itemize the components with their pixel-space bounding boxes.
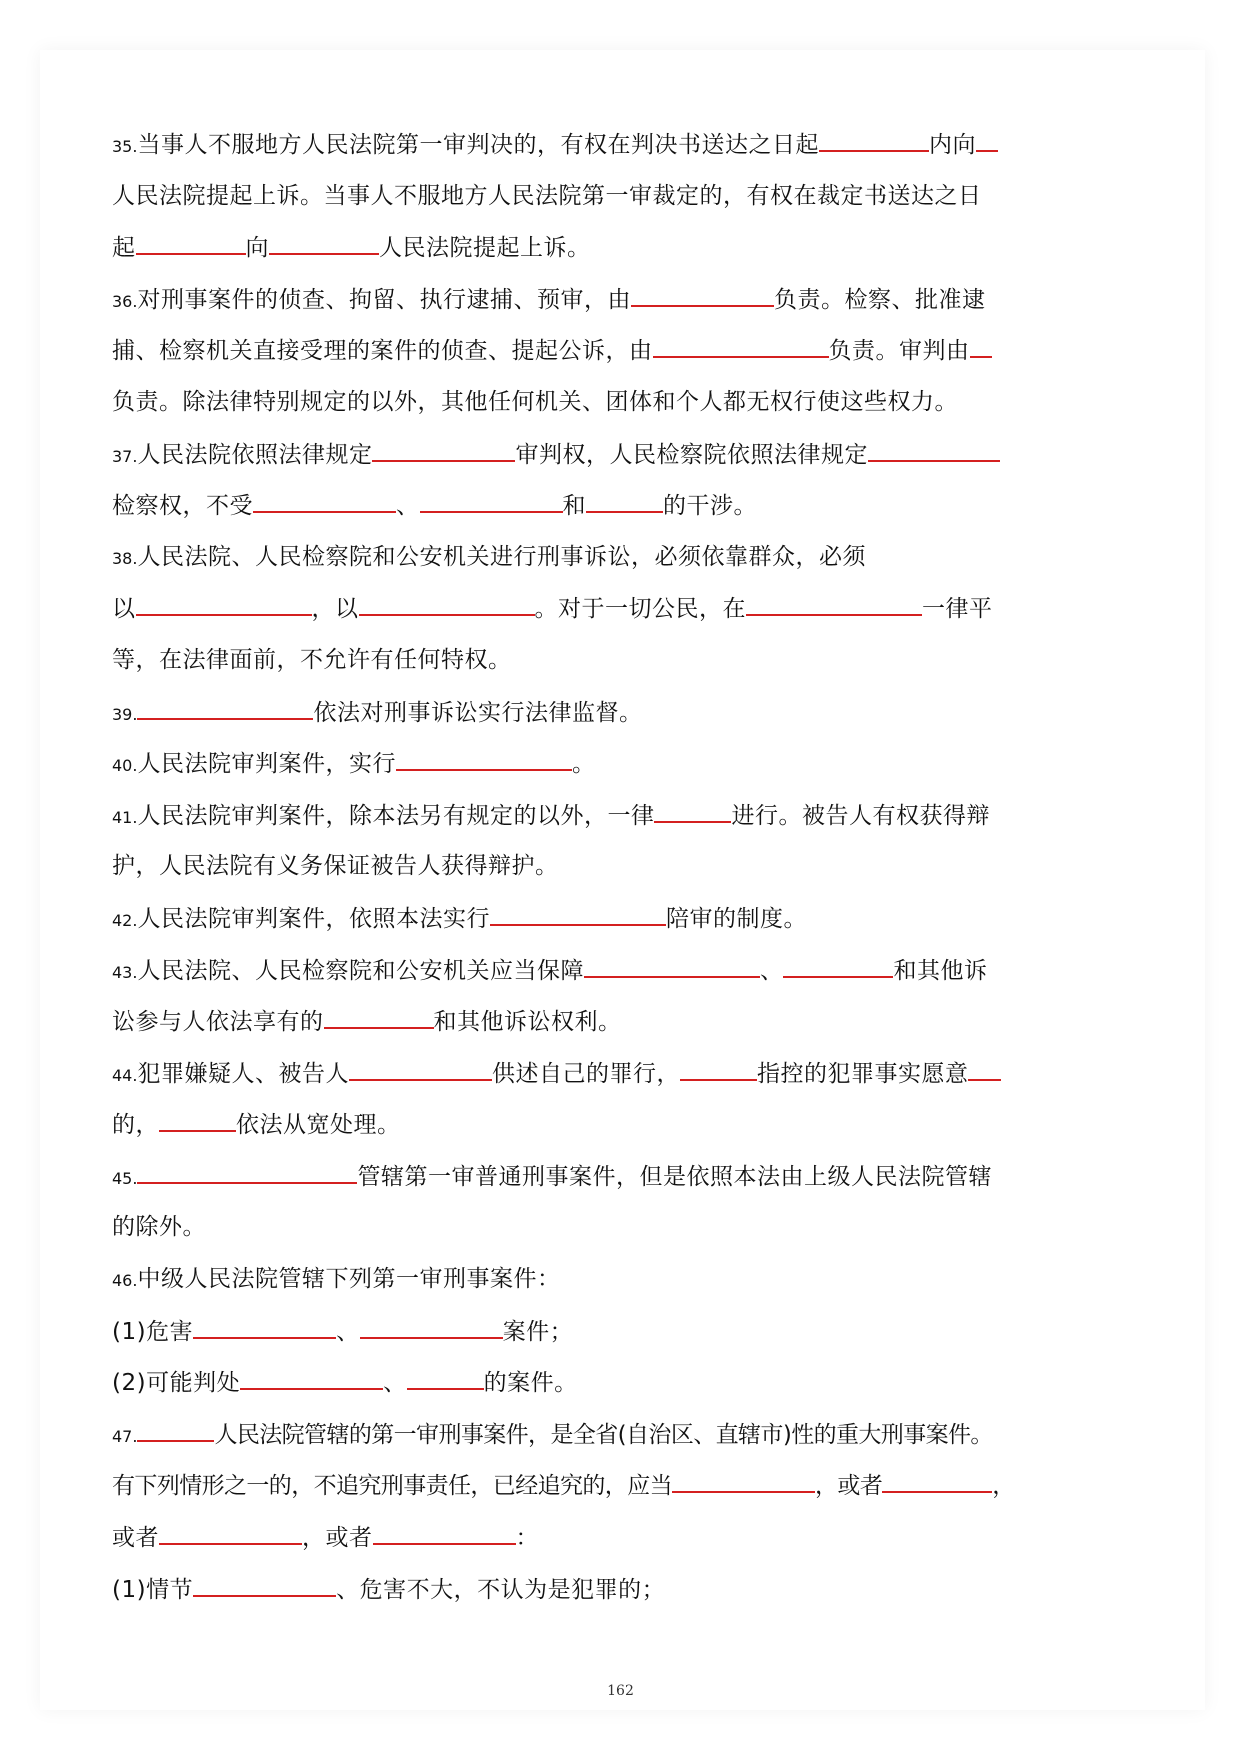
- text-line: [112, 954, 1132, 1006]
- question-text: 的，: [112, 1112, 159, 1139]
- text-line: [112, 644, 1132, 696]
- question-text: 有下列情形之一的，不追究刑事责任，已经追究的，应当: [112, 1473, 673, 1500]
- question-text: 等，在法律面前，不允许有任何特权。: [112, 646, 512, 673]
- text-line: [112, 1263, 1132, 1315]
- question-text: 人民法院依照法律规定: [137, 441, 373, 468]
- question-number: 40.: [112, 756, 138, 776]
- question-text: 的除外。: [112, 1214, 206, 1241]
- question-text: 人民法院审判案件，除本法另有规定的以外，一律: [137, 802, 655, 829]
- text-line: [112, 747, 1132, 799]
- fill-in-blank: [359, 592, 535, 616]
- fill-in-blank: [654, 799, 731, 823]
- question-text: 审判权，人民检察院依照法律规定: [515, 441, 868, 468]
- question-text: (2)可能判处: [112, 1370, 241, 1397]
- question-text: 人民法院、人民检察院和公安机关进行刑事诉讼，必须依靠群众，必须: [137, 543, 866, 570]
- question-text: 案件；: [502, 1318, 574, 1345]
- question-text: 的案件。: [483, 1370, 578, 1397]
- fill-in-blank: [137, 1418, 214, 1442]
- question-text: 依法从宽处理。: [236, 1112, 401, 1139]
- question-text: 以: [112, 596, 136, 623]
- question-text: 犯罪嫌疑人、被告人: [137, 1060, 349, 1087]
- text-line: [112, 231, 1132, 283]
- question-list: [112, 128, 1132, 1624]
- question-text: 进行。被告人有权获得辩: [731, 802, 990, 829]
- question-text: 向: [245, 235, 269, 262]
- fill-in-blank: [882, 1469, 992, 1493]
- question-number: 42.: [112, 910, 138, 930]
- question-number: 39.: [112, 704, 138, 724]
- question-text: 中级人民法院管辖下列第一审刑事案件：: [137, 1266, 561, 1293]
- text-line: [112, 902, 1132, 954]
- fill-in-blank: [970, 334, 992, 358]
- fill-in-blank: [372, 438, 515, 462]
- fill-in-blank: [360, 1315, 503, 1339]
- question-text: 。: [571, 751, 596, 778]
- question-number: 46.: [112, 1271, 138, 1291]
- text-line: [112, 438, 1132, 490]
- fill-in-blank: [396, 747, 572, 771]
- text-line: [112, 386, 1132, 438]
- page-number: 162: [607, 1683, 634, 1699]
- text-line: [112, 1418, 1132, 1470]
- question-text: 或者: [112, 1525, 159, 1552]
- text-line: [112, 1521, 1132, 1573]
- question-number: 43.: [112, 962, 138, 982]
- question-text: 人民法院审判案件，实行: [137, 751, 396, 778]
- question-number: 47.: [112, 1426, 138, 1446]
- question-text: (1)危害: [112, 1318, 194, 1345]
- question-text: ，: [992, 1473, 1015, 1500]
- question-text: 和: [562, 493, 586, 520]
- fill-in-blank: [586, 489, 663, 513]
- question-text: 、: [336, 1318, 360, 1345]
- question-text: 和其他诉: [893, 957, 988, 984]
- fill-in-blank: [968, 1057, 1001, 1081]
- question-text: ，以: [311, 596, 359, 623]
- text-line: [112, 592, 1132, 644]
- text-line: [112, 1366, 1132, 1418]
- question-text: 捕、检察机关直接受理的案件的侦查、提起公诉，由: [112, 338, 653, 365]
- text-line: [112, 1469, 1132, 1521]
- fill-in-blank: [976, 128, 998, 152]
- question-text: 起: [112, 235, 136, 262]
- question-number: 35.: [112, 137, 138, 156]
- question-number: 44.: [112, 1065, 138, 1085]
- question-text: 、: [383, 1370, 407, 1397]
- fill-in-blank: [373, 1521, 516, 1545]
- fill-in-blank: [349, 1057, 492, 1081]
- fill-in-blank: [631, 283, 774, 307]
- fill-in-blank: [269, 231, 379, 255]
- text-line: [112, 489, 1132, 541]
- fill-in-blank: [680, 1057, 757, 1081]
- question-text: 陪审的制度。: [665, 905, 807, 932]
- fill-in-blank: [407, 1366, 484, 1390]
- question-text: ，或者: [302, 1525, 373, 1552]
- text-line: [112, 1211, 1132, 1263]
- question-text: 内向: [928, 132, 976, 158]
- question-text: 管辖第一审普通刑事案件，但是依照本法由上级人民法院管辖: [357, 1163, 992, 1190]
- question-text: 、危害不大，不认为是犯罪的；: [336, 1576, 666, 1603]
- fill-in-blank: [137, 696, 313, 720]
- text-line: [112, 283, 1132, 335]
- fill-in-blank: [136, 592, 312, 616]
- question-text: 对刑事案件的侦查、拘留、执行逮捕、预审，由: [137, 286, 631, 313]
- text-line: [112, 1573, 1132, 1625]
- question-text: 人民法院审判案件，依照本法实行: [137, 905, 490, 932]
- question-number: 41.: [112, 807, 138, 827]
- question-text: 依法对刑事诉讼实行法律监督。: [313, 699, 643, 726]
- text-line: [112, 541, 1132, 593]
- fill-in-blank: [136, 231, 246, 255]
- question-text: (1)情节: [112, 1576, 194, 1603]
- question-text: 负责。审判由: [828, 338, 970, 365]
- question-text: 一律平: [922, 596, 993, 623]
- text-line: [112, 1057, 1132, 1109]
- question-text: 的干涉。: [663, 493, 757, 520]
- text-line: [112, 799, 1132, 851]
- fill-in-blank: [746, 592, 922, 616]
- question-text: 当事人不服地方人民法院第一审判决的，有权在判决书送达之日起: [137, 132, 819, 158]
- fill-in-blank: [159, 1108, 236, 1132]
- text-line: [112, 1005, 1132, 1057]
- question-text: 护，人民法院有义务保证被告人获得辩护。: [112, 853, 559, 880]
- question-text: 人民法院提起上诉。当事人不服地方人民法院第一审裁定的，有权在裁定书送达之日: [112, 182, 982, 209]
- fill-in-blank: [783, 954, 893, 978]
- text-line: [112, 1160, 1132, 1212]
- question-text: 负责。检察、批准逮: [773, 286, 986, 313]
- text-line: [112, 128, 1132, 180]
- fill-in-blank: [420, 489, 563, 513]
- question-number: 45.: [112, 1168, 138, 1188]
- question-text: 人民法院提起上诉。: [379, 235, 591, 262]
- fill-in-blank: [137, 1160, 357, 1184]
- question-text: ：: [515, 1525, 539, 1552]
- text-line: [112, 1315, 1132, 1367]
- question-text: 供述自己的罪行，: [491, 1060, 680, 1087]
- text-line: [112, 850, 1132, 902]
- question-text: 。对于一切公民，在: [534, 596, 746, 623]
- question-number: 36.: [112, 291, 138, 311]
- fill-in-blank: [653, 334, 829, 358]
- fill-in-blank: [253, 489, 396, 513]
- question-text: 和其他诉讼权利。: [433, 1009, 622, 1036]
- fill-in-blank: [868, 438, 1000, 462]
- question-text: 人民法院管辖的第一审刑事案件，是全省(自治区、直辖市)性的重大刑事案件。: [214, 1421, 993, 1448]
- question-text: 、: [396, 493, 420, 520]
- question-text: 人民法院、人民检察院和公安机关应当保障: [137, 957, 584, 984]
- question-text: 负责。除法律特别规定的以外，其他任何机关、团体和个人都无权行使这些权力。: [112, 388, 958, 415]
- fill-in-blank: [584, 954, 760, 978]
- question-text: 检察权，不受: [112, 493, 253, 520]
- text-line: [112, 180, 1132, 232]
- fill-in-blank: [324, 1005, 434, 1029]
- text-line: [112, 1108, 1132, 1160]
- question-text: 讼参与人依法享有的: [112, 1009, 324, 1036]
- fill-in-blank: [819, 128, 929, 152]
- question-text: ，或者: [815, 1473, 883, 1500]
- question-text: 、: [759, 957, 784, 984]
- fill-in-blank: [159, 1521, 302, 1545]
- fill-in-blank: [193, 1573, 336, 1597]
- text-line: [112, 696, 1132, 748]
- question-number: 38.: [112, 548, 138, 568]
- fill-in-blank: [240, 1366, 383, 1390]
- question-text: 指控的犯罪事实愿意: [756, 1060, 969, 1087]
- fill-in-blank: [193, 1315, 336, 1339]
- question-number: 37.: [112, 446, 138, 466]
- fill-in-blank: [490, 902, 666, 926]
- text-line: [112, 334, 1132, 386]
- fill-in-blank: [672, 1469, 815, 1493]
